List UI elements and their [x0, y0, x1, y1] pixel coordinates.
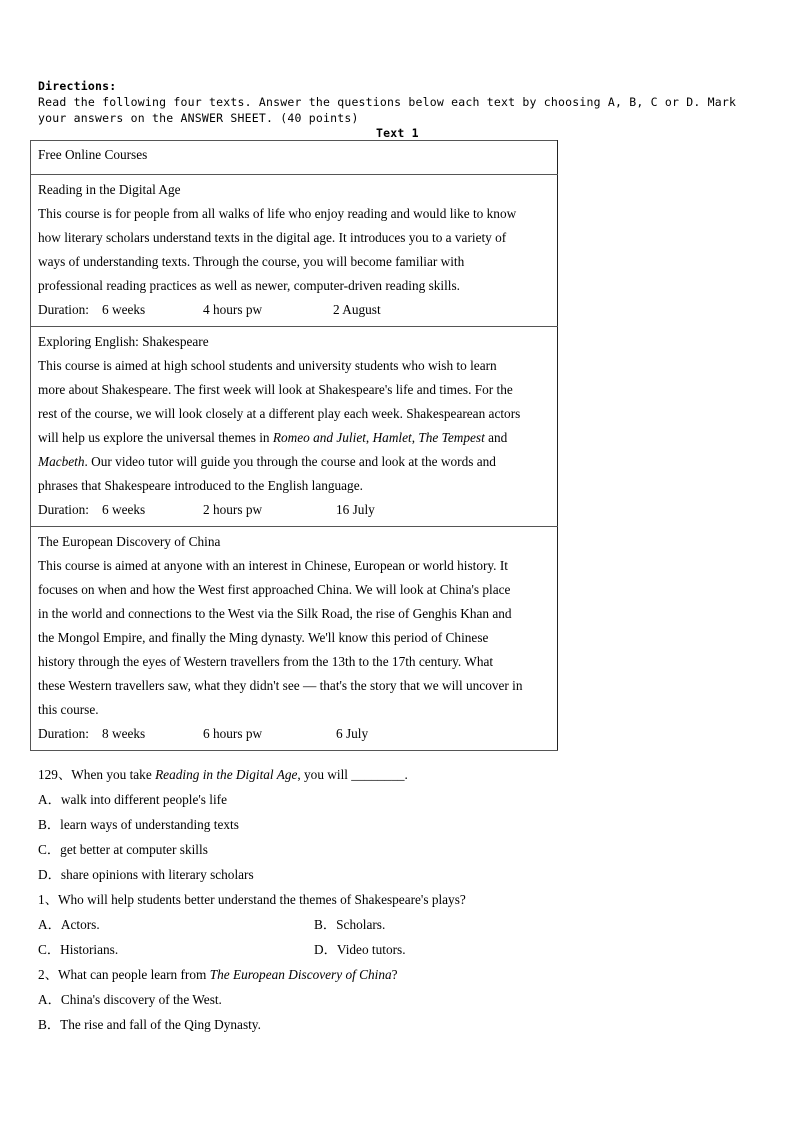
course-title: Exploring English: Shakespeare	[38, 334, 209, 349]
play-title: Macbeth	[38, 454, 85, 469]
course-line: how literary scholars understand texts in the digital age. It introduces you to a variety of	[38, 230, 507, 245]
course-duration	[38, 498, 550, 522]
duration-weeks: 6 weeks	[102, 502, 146, 517]
questions	[38, 762, 738, 1037]
course-line: these Western travellers saw, what they didn't see — that's the story that we will uncover in	[38, 678, 523, 693]
text-fragment: and	[484, 430, 508, 445]
text-fragment: ,	[411, 430, 419, 445]
text-fragment: ,	[365, 430, 373, 445]
option-b[interactable]: B．Scholars.	[314, 917, 386, 932]
course-duration	[38, 298, 550, 322]
course-line	[38, 450, 550, 474]
directions-line: your answers on the ANSWER SHEET. (40 points)	[38, 111, 359, 125]
duration-label: Duration:	[38, 726, 89, 741]
course-reference: The European Discovery of China	[209, 967, 392, 982]
courses-table	[30, 140, 558, 751]
course-title: Reading in the Digital Age	[38, 182, 181, 197]
play-title: Hamlet	[372, 430, 412, 445]
course-european-discovery-china	[31, 527, 558, 751]
course-exploring-shakespeare	[31, 327, 558, 527]
course-line: This course is for people from all walks of life who enjoy reading and would like to know	[38, 206, 517, 221]
option-d[interactable]: D．Video tutors.	[314, 942, 406, 957]
question-stem	[38, 962, 738, 987]
duration-hours: 6 hours pw	[203, 726, 263, 741]
duration-label: Duration:	[38, 302, 89, 317]
option-c[interactable]: C．Historians.	[38, 942, 119, 957]
course-line: more about Shakespeare. The first week will look at Shakespeare's life and times. For the	[38, 382, 513, 397]
text-fragment: . Our video tutor will guide you through the course and look at the words and	[84, 454, 496, 469]
table-header: Free Online Courses	[31, 141, 558, 175]
question-stem	[38, 762, 738, 787]
course-line: ways of understanding texts. Through the course, you will become familiar with	[38, 254, 465, 269]
course-title: The European Discovery of China	[38, 534, 221, 549]
option-c[interactable]: C．get better at computer skills	[38, 842, 208, 857]
option-row	[38, 937, 738, 962]
option-a[interactable]: A．walk into different people's life	[38, 792, 227, 807]
course-line: focuses on when and how the West first approached China. We will look at China's place	[38, 582, 511, 597]
text-fragment: 2、What can people learn from	[38, 967, 210, 982]
duration-start: 16 July	[336, 502, 375, 517]
duration-weeks: 8 weeks	[102, 726, 146, 741]
option-b[interactable]: B．The rise and fall of the Qing Dynasty.	[38, 1017, 261, 1032]
play-title: Romeo and Juliet	[272, 430, 366, 445]
course-line: This course is aimed at high school students and university students who wish to learn	[38, 358, 497, 373]
text-fragment: , you will ________.	[297, 767, 408, 782]
option-b[interactable]: B．learn ways of understanding texts	[38, 817, 239, 832]
duration-label: Duration:	[38, 502, 89, 517]
course-line: phrases that Shakespeare introduced to the English language.	[38, 478, 363, 493]
course-duration	[38, 722, 550, 746]
course-line: this course.	[38, 702, 99, 717]
course-line: professional reading practices as well as newer, computer-driven reading skills.	[38, 278, 460, 293]
directions-line: Read the following four texts. Answer the questions below each text by choosing A, B, C or D. Mark	[38, 95, 737, 109]
course-reference: Reading in the Digital Age	[155, 767, 298, 782]
duration-start: 2 August	[333, 302, 381, 317]
course-line: rest of the course, we will look closely at a different play each week. Shakespearean actors	[38, 406, 521, 421]
directions-title: Directions:	[38, 79, 117, 93]
course-line: history through the eyes of Western travellers from the 13th to the 17th century. What	[38, 654, 494, 669]
course-line: This course is aimed at anyone with an interest in Chinese, European or world history. It	[38, 558, 508, 573]
duration-start: 6 July	[336, 726, 369, 741]
option-d[interactable]: D．share opinions with literary scholars	[38, 867, 254, 882]
course-line: in the world and connections to the West via the Silk Road, the rise of Genghis Khan and	[38, 606, 512, 621]
duration-hours: 4 hours pw	[203, 302, 263, 317]
text-title: Text 1	[376, 126, 419, 140]
option-a[interactable]: A．Actors.	[38, 917, 100, 932]
directions	[38, 78, 758, 126]
text-fragment: 129、When you take	[38, 767, 156, 782]
course-reading-digital-age	[31, 175, 558, 327]
course-line: the Mongol Empire, and finally the Ming dynasty. We'll know this period of Chinese	[38, 630, 489, 645]
text-fragment: ?	[391, 967, 398, 982]
duration-weeks: 6 weeks	[102, 302, 146, 317]
text-fragment: will help us explore the universal themes in	[38, 430, 273, 445]
option-row	[38, 912, 738, 937]
duration-hours: 2 hours pw	[203, 502, 263, 517]
option-a[interactable]: A．China's discovery of the West.	[38, 992, 222, 1007]
play-title: The Tempest	[418, 430, 485, 445]
question-stem: 1、Who will help students better understand the themes of Shakespeare's plays?	[38, 892, 466, 907]
course-line	[38, 426, 550, 450]
